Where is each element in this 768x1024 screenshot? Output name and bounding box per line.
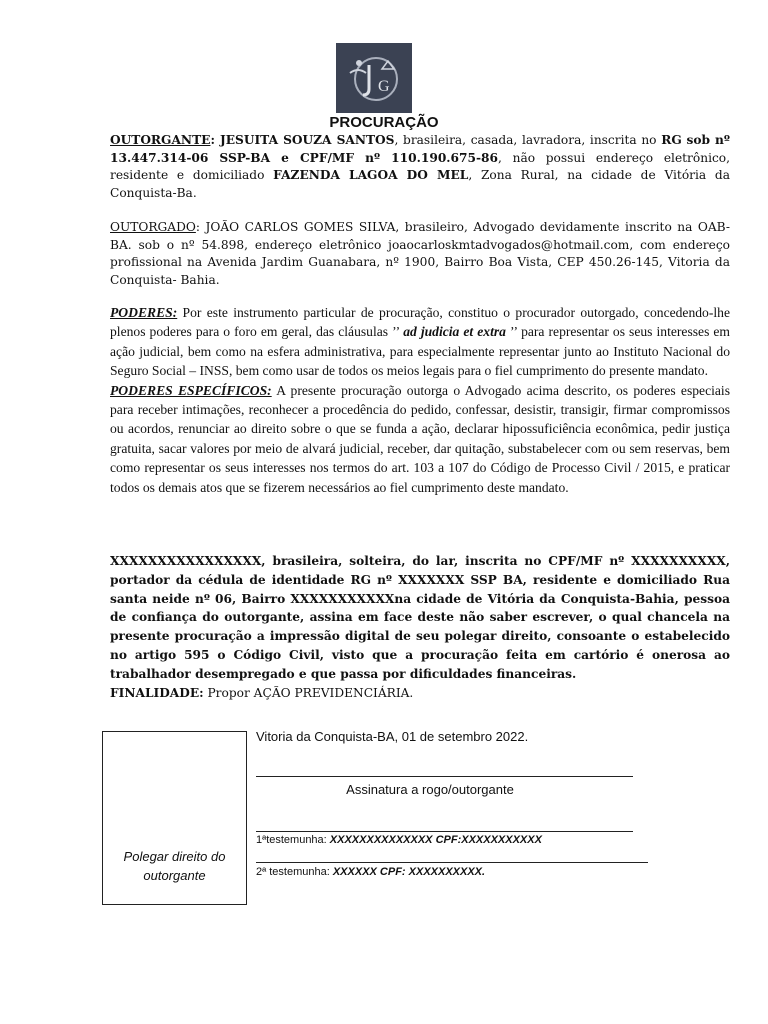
finalidade-text: Propor AÇÃO PREVIDENCIÁRIA. — [203, 685, 414, 700]
witness2: 2ª testemunha: XXXXXX CPF: XXXXXXXXXX. — [256, 866, 486, 878]
outorgante-documents: sob nº 13.447.314-06 SSP-BA e CPF/MF nº 110.190.675-86 — [110, 133, 730, 165]
outorgante-paragraph: OUTORGANTE: JESUITA SOUZA SANTOS, brasileira, casada, lavradora, inscrita no RG sob nº 13.447.314-06 SSP-BA e CPF/MF nº 110.190.675-86, não possui endereço eletrônico, residente e domiciliado FAZENDA LAGOA DO MEL, Zona Rural, na cidade de Vitória da Conquista-Ba. — [110, 133, 730, 200]
thumbprint-box — [102, 731, 247, 905]
poderes-label: PODERES: — [110, 305, 178, 320]
rogo-signature-label: Assinatura a rogo/outorgante — [346, 782, 514, 797]
witness2-line — [256, 862, 648, 863]
poderes-paragraph: PODERES: Por este instrumento particular de procuração, constituo o procurador outorgado, concedendo-lhe plenos poderes para o foro em geral, das cláusulas ’’ ad judicia et extra ’’ para representar os seus interesses em ação judicial, bem como na esfera administrativa, para especialmente representar junto ao Instituto Nacional do Seguro Social – INSS, bem como usar de todos os meios legais para o fiel cumprimento do presente mandato. PODERES ESPECÍFICOS: A presente procuração outorga o Advogado acima descrito, os poderes especiais para receber intimações, reconhecer a procedência do pedido, confessar, desistir, transigir, firmar compromissos ou acordos, renunciar ao direito sobre o que se funda a ação, declarar hipossuficiência econômica, pedir justiça gratuita, sacar valores por meio de alvará judicial, receber, dar quitação, substabelecer com ou sem reservas, bem como representar os seus interesses nos termos do art. 103 a 107 do Código de Processo Civil / 2015, e praticar todos os demais atos que se fizerem necessários ao fiel cumprimento deste mandato. — [110, 305, 731, 495]
outorgado-name: JOÃO CARLOS GOMES SILVA — [205, 220, 396, 234]
outorgante-name: JESUITA SOUZA SANTOS — [220, 133, 395, 147]
date-line: Vitoria da Conquista-BA, 01 de setembro 2022. — [256, 729, 529, 744]
witness1: 1ªtestemunha: XXXXXXXXXXXXXX CPF:XXXXXXXXXXX — [256, 834, 542, 846]
rogo-signature-line — [256, 776, 633, 777]
rogo-paragraph: XXXXXXXXXXXXXXXX, brasileira, solteira, do lar, inscrita no CPF/MF nº XXXXXXXXXX, portador da cédula de identidade RG nº XXXXXXX SSP BA, residente e domiciliado Rua santa neide nº 06, Bairro XXXXXXXXXXXna cidade de Vitória da Conquista-Bahia, pessoa de confiança do outorgante, assina em face deste não saber escrever, o qual chancela na presente procuração a impressão digital de seu polegar direito, consoante o estabelecido no artigo 595 o Código Civil, visto que a procuração feita em cartório é onerosa ao trabalhador desempregado e que passa por dificuldades financeiras. FINALIDADE: Propor AÇÃO PREVIDENCIÁRIA. — [110, 554, 730, 700]
poderes-especificos-label: PODERES ESPECÍFICOS: — [110, 382, 272, 398]
outorgante-label: OUTORGANTE — [110, 133, 211, 147]
clause-text: ad judicia et extra — [403, 324, 506, 340]
logo-icon — [336, 43, 412, 113]
thumbprint-label: Polegar direito do outorgante — [123, 849, 226, 883]
logo — [336, 43, 412, 113]
page-title: PROCURAÇÃO — [329, 114, 439, 131]
svg-text:G: G — [378, 78, 390, 95]
outorgante-address: FAZENDA LAGOA DO MEL — [273, 168, 469, 182]
outorgado-paragraph: OUTORGADO: JOÃO CARLOS GOMES SILVA, brasileiro, Advogado devidamente inscrito na OAB-BA. sob o nº 54.898, endereço eletrônico joaocarloskmtadvogados@hotmail.com, com endereço profissional na Avenida Jardim Guanabara, nº 1900, Bairro Boa Vista, CEP 450.26-145, Vitoria da Conquista- Bahia. — [110, 220, 730, 287]
witness1-line — [256, 831, 633, 832]
finalidade-label: FINALIDADE: — [110, 685, 204, 700]
outorgado-label: OUTORGADO — [110, 220, 196, 234]
